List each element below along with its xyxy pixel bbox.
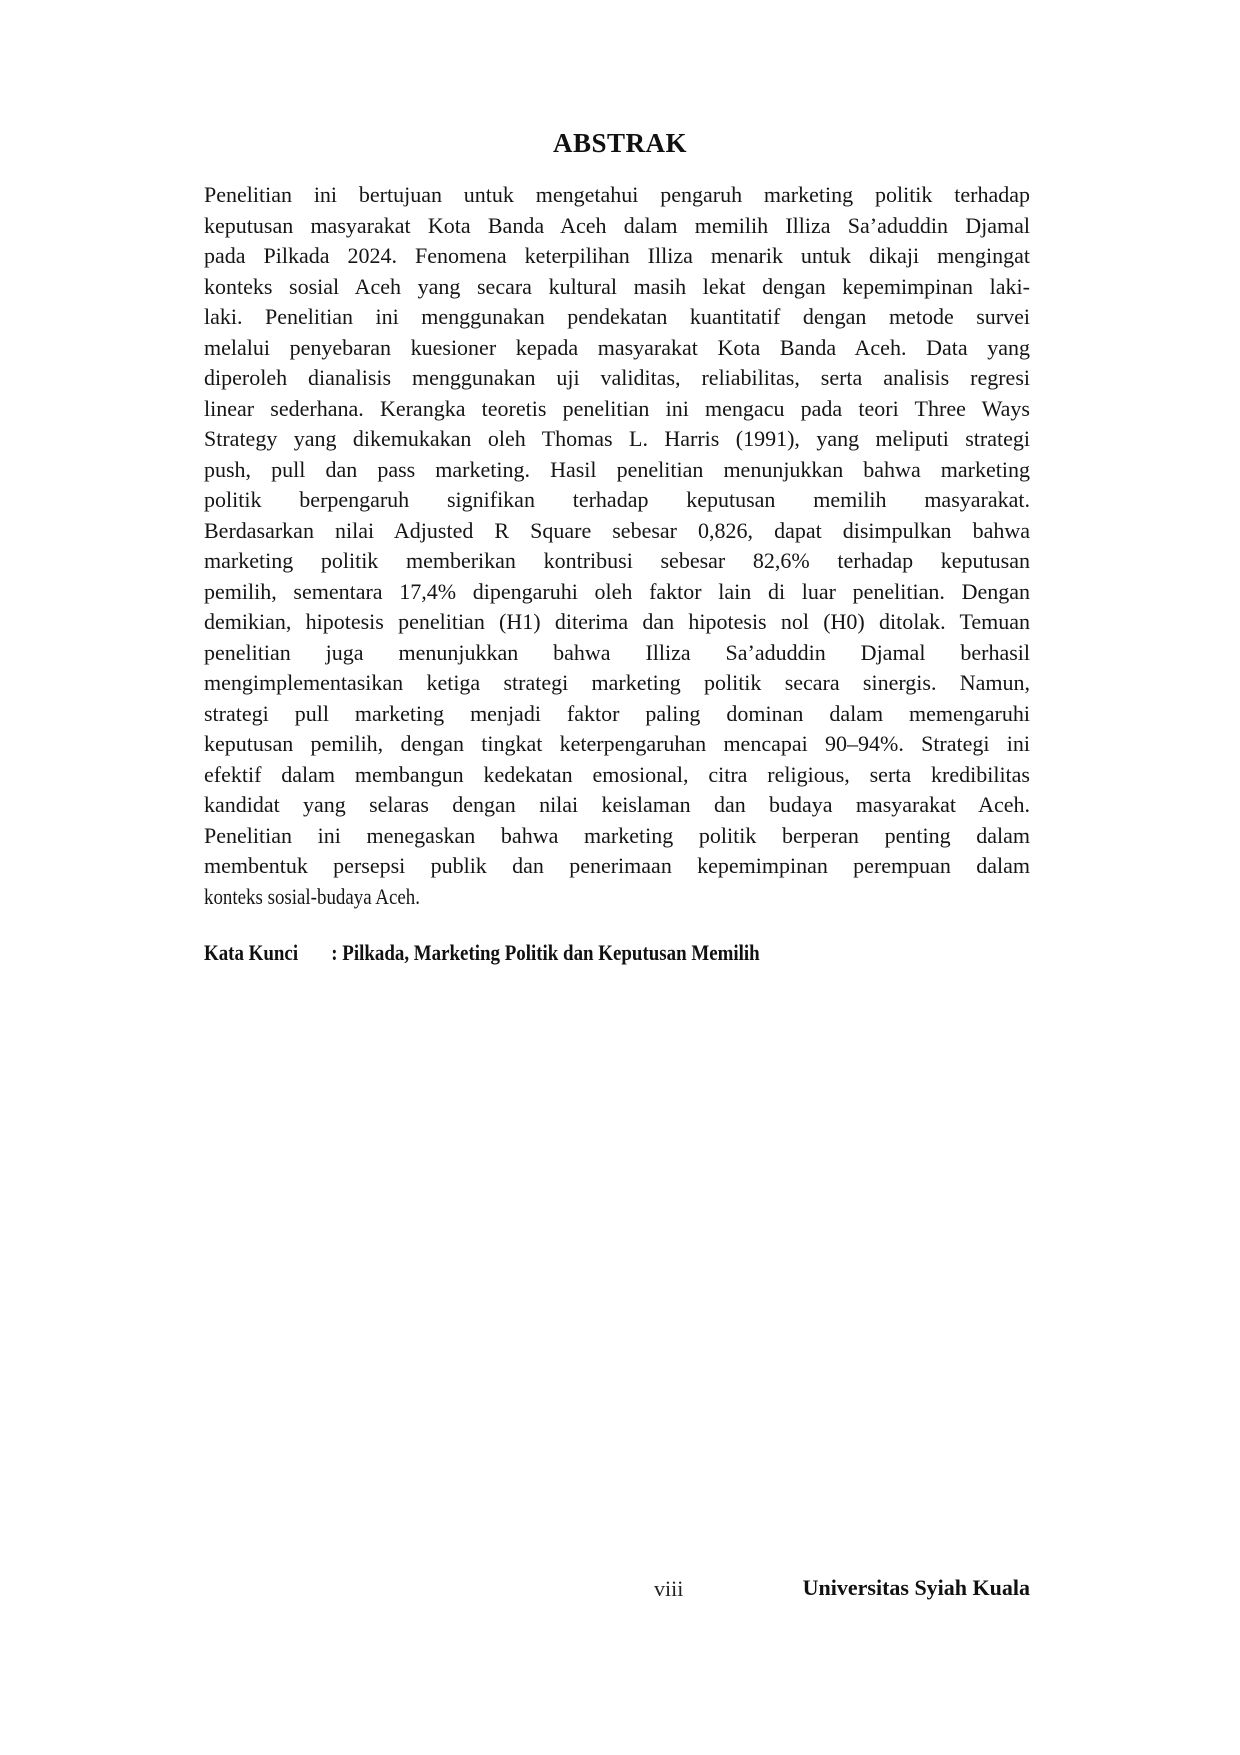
- keywords-label: Kata Kunci: [204, 940, 299, 965]
- abstract-line: keputusan pemilih, dengan tingkat keterpengaruhan mencapai 90–94%. Strategi ini: [204, 731, 1030, 756]
- abstract-line: pada Pilkada 2024. Fenomena keterpilihan Illiza menarik untuk dikaji mengingat: [204, 243, 1030, 268]
- abstract-line: politik berpengaruh signifikan terhadap keputusan memilih masyarakat.: [204, 487, 1030, 512]
- abstract-line: Berdasarkan nilai Adjusted R Square sebesar 0,826, dapat disimpulkan bahwa: [204, 517, 1030, 543]
- footer-institution: Universitas Syiah Kuala: [802, 1575, 1030, 1600]
- abstract-line: konteks sosial Aceh yang secara kultural masih lekat dengan kepemimpinan laki-: [204, 273, 1030, 299]
- abstract-line: demikian, hipotesis penelitian (H1) diterima dan hipotesis nol (H0) ditolak. Temuan: [204, 609, 1030, 634]
- keywords-value: : Pilkada, Marketing Politik dan Keputusan Memilih: [331, 940, 760, 965]
- abstract-line: push, pull dan pass marketing. Hasil penelitian menunjukkan bahwa marketing: [204, 456, 1030, 482]
- page-number: viii: [654, 1576, 684, 1601]
- abstract-line: kandidat yang selaras dengan nilai keislaman dan budaya masyarakat Aceh.: [204, 792, 1030, 817]
- abstract-line: keputusan masyarakat Kota Banda Aceh dalam memilih Illiza Sa’aduddin Djamal: [204, 212, 1030, 238]
- abstract-line: membentuk persepsi publik dan penerimaan kepemimpinan perempuan dalam: [204, 853, 1030, 878]
- abstract-line: mengimplementasikan ketiga strategi marketing politik secara sinergis. Namun,: [204, 670, 1030, 695]
- abstract-body: [204, 180, 1030, 912]
- abstract-line: efektif dalam membangun kedekatan emosional, citra religious, serta kredibilitas: [204, 761, 1030, 787]
- abstract-line: strategi pull marketing menjadi faktor paling dominan dalam memengaruhi: [204, 700, 1030, 726]
- abstract-line: Strategy yang dikemukakan oleh Thomas L. Harris (1991), yang meliputi strategi: [204, 426, 1030, 451]
- abstract-line: melalui penyebaran kuesioner kepada masyarakat Kota Banda Aceh. Data yang: [204, 334, 1030, 360]
- abstract-line: pemilih, sementara 17,4% dipengaruhi oleh faktor lain di luar penelitian. Dengan: [204, 578, 1030, 604]
- abstract-line: laki. Penelitian ini menggunakan pendekatan kuantitatif dengan metode survei: [204, 304, 1030, 329]
- keywords: [204, 940, 760, 966]
- page-title: ABSTRAK: [552, 128, 688, 158]
- abstract-line: Penelitian ini bertujuan untuk mengetahui pengaruh marketing politik terhadap: [204, 182, 1030, 207]
- abstract-line: linear sederhana. Kerangka teoretis penelitian ini mengacu pada teori Three Ways: [204, 395, 1030, 421]
- abstract-line: marketing politik memberikan kontribusi sebesar 82,6% terhadap keputusan: [204, 548, 1030, 573]
- abstract-line: diperoleh dianalisis menggunakan uji validitas, reliabilitas, serta analisis regresi: [204, 365, 1030, 390]
- abstract-line: Penelitian ini menegaskan bahwa marketing politik berperan penting dalam: [204, 822, 1030, 848]
- abstract-line-last: konteks sosial-budaya Aceh.: [204, 883, 420, 909]
- abstract-line: penelitian juga menunjukkan bahwa Illiza Sa’aduddin Djamal berhasil: [204, 639, 1030, 665]
